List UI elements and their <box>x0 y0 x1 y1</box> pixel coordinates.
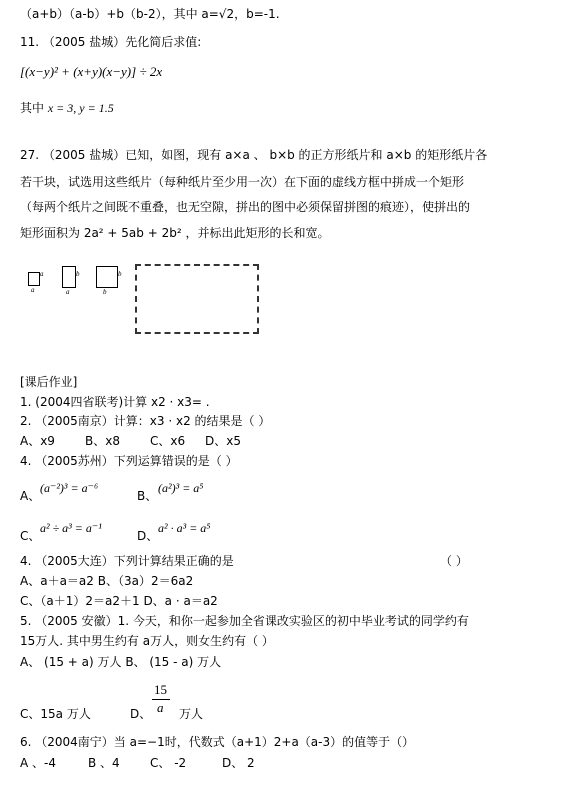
question-27-line-2: 若干块，试选用这些纸片（每种纸片至少用一次）在下面的虚线方框中拼成一个矩形 <box>20 175 465 189</box>
q3-option-d-expr: a² · a³ = a⁵ <box>158 521 211 535</box>
q3-option-b-expr: (a²)³ = a⁵ <box>158 481 204 495</box>
tile-large-label-b-bottom: b <box>103 288 107 296</box>
condition-values: x = 3, y = 1.5 <box>47 101 114 115</box>
q6-option-d: D、 2 <box>222 756 255 770</box>
q6-option-c: C、 -2 <box>150 756 187 770</box>
tile-small-label-a-bottom: a <box>31 286 35 294</box>
q5-option-d-unit: 万人 <box>179 707 204 721</box>
q2-option-a: A、x9 <box>20 434 55 448</box>
q3-option-d-label: D、 <box>137 529 159 543</box>
line-expression-tail: （a+b）（a-b）+b（b-2），其中 a=√2，b=-1. <box>20 7 280 21</box>
tile-rect-label-b: b <box>76 270 80 278</box>
q6-option-a: A 、-4 <box>20 756 56 770</box>
question-11-expression: [(x−y)² + (x+y)(x−y)] ÷ 2x <box>20 64 163 79</box>
q4-options-cd: C、（a＋1）2＝a2＋1 D、a · a＝a2 <box>20 594 218 608</box>
homework-q1: 1. (2004四省联考)计算 x2 · x3= . <box>20 395 210 409</box>
q3-option-a-expr: (a⁻²)³ = a⁻⁶ <box>40 481 99 495</box>
q5-fraction-numerator: 15 <box>154 682 167 697</box>
homework-q3: 4. （2005苏州）下列运算错误的是（ ） <box>20 454 238 468</box>
q5-option-d-label: D、 <box>130 707 152 721</box>
q4-answer-paren: （ ） <box>440 554 468 568</box>
tile-large-label-b: b <box>118 270 122 278</box>
dashed-frame <box>135 264 259 334</box>
q6-option-b: B 、4 <box>88 756 120 770</box>
q3-option-c-label: C、 <box>20 529 41 543</box>
question-27-line-3: （每两个纸片之间既不重叠，也无空隙，拼出的图中必须保留拼图的痕迹），使拼出的 <box>20 200 471 214</box>
q4-options-ab: A、a＋a＝a2 B、（3a）2＝6a2 <box>20 574 194 588</box>
q2-option-b: B、x8 <box>85 434 120 448</box>
q5-fraction-denominator: a <box>157 700 164 715</box>
homework-q5-line-2: 15万人. 其中男生约有 a万人，则女生约有（ ） <box>20 634 274 648</box>
tile-rect-label-a: a <box>66 288 70 296</box>
question-11-title: 11. （2005 盐城）先化简后求值: <box>20 35 202 49</box>
question-11-condition <box>20 100 114 116</box>
q2-option-c: C、x6 <box>150 434 186 448</box>
q5-option-c: C、15a 万人 <box>20 707 91 721</box>
question-27-line-1: 27. （2005 盐城）已知，如图，现有 a×a 、 b×b 的正方形纸片和 a×b 的矩形纸片各 <box>20 148 488 162</box>
q3-option-b-label: B、 <box>137 489 158 503</box>
tile-large-square <box>96 266 118 288</box>
q5-options-ab: A、 (15 + a) 万人 B、 (15 - a) 万人 <box>20 655 222 669</box>
q3-option-c-expr: a² ÷ a³ = a⁻¹ <box>40 521 102 535</box>
q3-option-a-label: A、 <box>20 489 41 503</box>
condition-label: 其中 <box>20 101 45 115</box>
question-27-line-4: 矩形面积为 2a² + 5ab + 2b² ，并标出此矩形的长和宽。 <box>20 226 330 240</box>
tile-small-square <box>28 272 40 286</box>
tile-small-label-a: a <box>40 270 44 278</box>
homework-q5-line-1: 5. （2005 安徽）1. 今天，和你一起参加全省课改实验区的初中毕业考试的同学约有 <box>20 614 469 628</box>
homework-q2: 2. （2005南京）计算：x3 · x2 的结果是（ ） <box>20 414 271 428</box>
homework-q4: 4. （2005大连）下列计算结果正确的是 <box>20 554 234 568</box>
q2-option-d: D、x5 <box>205 434 241 448</box>
tile-rectangle <box>62 266 76 288</box>
homework-header: [课后作业] <box>20 375 78 389</box>
homework-q6: 6. （2004南宁）当 a=−1时，代数式（a+1）2+a（a-3）的值等于（） <box>20 735 415 749</box>
